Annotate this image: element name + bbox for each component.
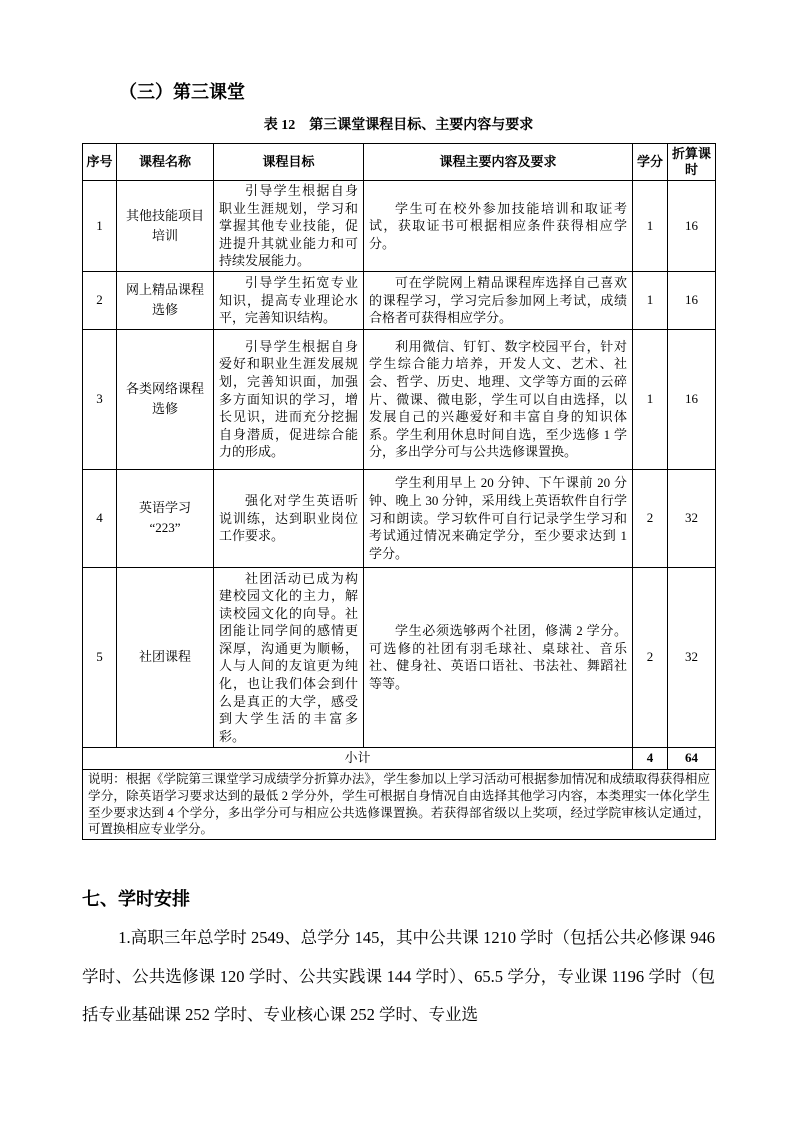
cell-course-name: 英语学习 “223”	[117, 469, 214, 567]
header-seq-no: 序号	[83, 144, 117, 181]
cell-converted-hours: 32	[668, 469, 716, 567]
cell-seq-no: 5	[83, 567, 117, 747]
table-note: 说明：根据《学院第三课堂学习成绩学分折算办法》，学生参加以上学习活动可根据参加情况和成绩取得获得相应学分，除英语学习要求达到的最低 2 学分外，学生可根据自身情况自由选择其他学习内容，本类理实一体化学生至少要求达到 4 个学分，多出学分可与相应公共选修课置换。若获得部省级以上奖项，经过学院审核认定通过，可置换相应专业学分。	[83, 769, 716, 839]
cell-converted-hours: 16	[668, 181, 716, 272]
cell-seq-no: 2	[83, 271, 117, 329]
cell-converted-hours: 32	[668, 567, 716, 747]
cell-credits: 1	[633, 329, 668, 469]
table-body	[83, 181, 716, 840]
cell-seq-no: 3	[83, 329, 117, 469]
section-heading-hours-arrangement: 七、学时安排	[82, 889, 190, 910]
cell-course-name: 社团课程	[117, 567, 214, 747]
table-header-row	[83, 144, 716, 181]
cell-course-objective: 强化对学生英语听说训练，达到职业岗位工作要求。	[214, 469, 364, 567]
cell-course-content: 学生可在校外参加技能培训和取证考试，获取证书可根据相应条件获得相应学分。	[364, 181, 633, 272]
header-course-name: 课程名称	[117, 144, 214, 181]
cell-seq-no: 1	[83, 181, 117, 272]
section-heading-third-classroom: （三）第三课堂	[119, 82, 245, 102]
table-row	[83, 469, 716, 567]
subtotal-hours: 64	[668, 747, 716, 769]
document-content	[82, 80, 715, 1035]
cell-course-content: 学生必须选够两个社团，修满 2 学分。可选修的社团有羽毛球社、桌球社、音乐社、健身社、英语口语社、书法社、舞蹈社等等。	[364, 567, 633, 747]
table-caption: 表 12 第三课堂课程目标、主要内容与要求	[263, 118, 534, 133]
cell-converted-hours: 16	[668, 329, 716, 469]
cell-course-objective: 社团活动已成为构建校园文化的主力，解读校园文化的向导。社团能让同学间的感情更深厚，沟通更为顺畅，人与人间的友谊更为纯化，也让我们体会到什么是真正的大学，感受到大学生活的丰富多彩。	[214, 567, 364, 747]
cell-credits: 2	[633, 567, 668, 747]
cell-course-name: 各类网络课程选修	[117, 329, 214, 469]
subtotal-label: 小计	[83, 747, 633, 769]
cell-course-name: 网上精品课程选修	[117, 271, 214, 329]
cell-course-content: 可在学院网上精品课程库选择自己喜欢的课程学习，学习完后参加网上考试，成绩合格者可获得相应学分。	[364, 271, 633, 329]
cell-course-objective: 引导学生根据自身职业生涯规划，学习和掌握其他专业技能，促进提升其就业能力和可持续发展能力。	[214, 181, 364, 272]
cell-credits: 2	[633, 469, 668, 567]
table-row	[83, 181, 716, 272]
cell-credits: 1	[633, 271, 668, 329]
cell-course-objective: 引导学生拓宽专业知识，提高专业理论水平，完善知识结构。	[214, 271, 364, 329]
table-row	[83, 329, 716, 469]
table-row	[83, 567, 716, 747]
subtotal-credits: 4	[633, 747, 668, 769]
cell-course-name: 其他技能项目培训	[117, 181, 214, 272]
subtotal-row	[83, 747, 716, 769]
cell-course-content: 学生利用早上 20 分钟、下午课前 20 分钟、晚上 30 分钟，采用线上英语软件自行学习和朗读。学习软件可自行记录学生学习和考试通过情况来确定学分，至少要求达到 1 学分。	[364, 469, 633, 567]
cell-credits: 1	[633, 181, 668, 272]
header-course-objective: 课程目标	[214, 144, 364, 181]
note-row	[83, 769, 716, 839]
third-classroom-course-table	[82, 143, 716, 840]
header-credits: 学分	[633, 144, 668, 181]
hours-arrangement-paragraph: 1.高职三年总学时 2549、总学分 145，其中公共课 1210 学时（包括公共必修课 946 学时、公共选修课 120 学时、公共实践课 144 学时）、65.5 学分，专业课 1196 学时（包括专业基础课 252 学时、专业核心课 252 学时、专业选	[82, 928, 715, 1025]
table-row	[83, 271, 716, 329]
cell-converted-hours: 16	[668, 271, 716, 329]
cell-course-objective: 引导学生根据自身爱好和职业生涯发展规划，完善知识面，加强多方面知识的学习，增长见识，进而充分挖掘自身潜质，促进综合能力的形成。	[214, 329, 364, 469]
header-course-content: 课程主要内容及要求	[364, 144, 633, 181]
cell-course-content: 利用微信、钉钉、数字校园平台，针对学生综合能力培养，开发人文、艺术、社会、哲学、历史、地理、文学等方面的云碎片、微课、微电影，学生可以自由选择，以发展自己的兴趣爱好和丰富自身的知识体系。学生利用休息时间自选，至少选修 1 学分，多出学分可与公共选修课置换。	[364, 329, 633, 469]
header-converted-hours: 折算课时	[668, 144, 716, 181]
cell-seq-no: 4	[83, 469, 117, 567]
